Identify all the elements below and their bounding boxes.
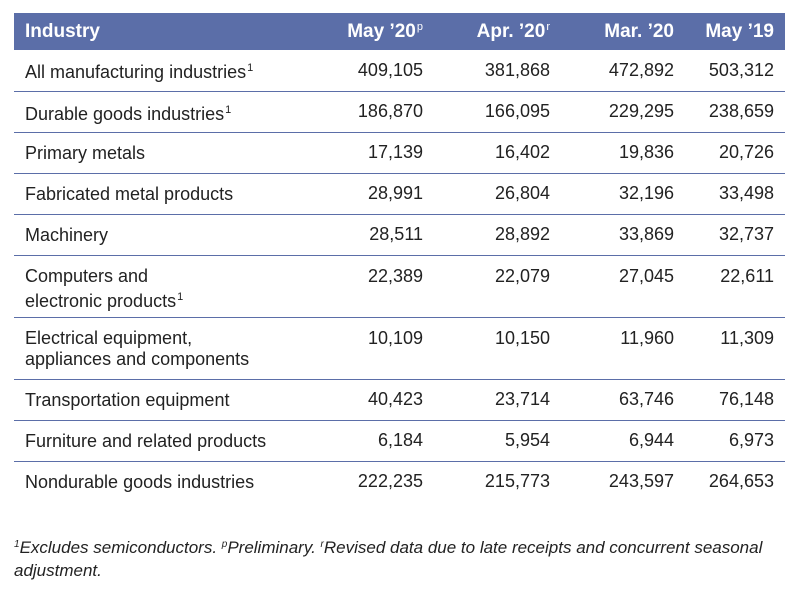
cell-mar20: 6,944 [561, 420, 685, 461]
footnote-text-p: Preliminary. [227, 538, 321, 557]
industry-label: Fabricated metal products [25, 183, 234, 204]
cell-may19: 22,611 [685, 255, 785, 317]
cell-mar20: 243,597 [608, 471, 674, 492]
cell-may19: 503,312 [685, 50, 785, 91]
industry-footnote-mark: 1 [177, 290, 184, 303]
industry-shipments-table [14, 13, 785, 502]
cell-may19: 76,148 [685, 379, 785, 420]
table-row [14, 173, 785, 214]
cell-industry [14, 50, 314, 91]
table-row [14, 420, 785, 461]
cell-may19: 6,973 [685, 420, 785, 461]
table-row [14, 214, 785, 255]
header-may20-mark: p [416, 20, 423, 33]
header-may19: May ’19 [705, 20, 774, 42]
cell-may20: 28,511 [314, 214, 434, 255]
cell-may20: 40,423 [314, 379, 434, 420]
table-footnote [14, 533, 789, 582]
cell-industry [14, 214, 314, 255]
cell-apr20: 166,095 [434, 91, 561, 132]
cell-mar20: 229,295 [561, 91, 685, 132]
industry-label: Furniture and related products [25, 430, 267, 451]
cell-mar20: 27,045 [561, 255, 685, 317]
industry-label: All manufacturing industries [25, 62, 247, 83]
footnote-mark-p: p [221, 539, 228, 550]
footnote-mark-1: 1 [14, 539, 20, 550]
cell-may19: 238,659 [685, 91, 785, 132]
table-row [14, 255, 785, 317]
header-industry: Industry [25, 20, 100, 42]
table-row [14, 132, 785, 173]
header-apr20-label: Apr. ’20 [476, 20, 546, 42]
cell-industry [14, 132, 314, 173]
cell-may19: 264,653 [708, 471, 774, 492]
data-table-container [14, 13, 785, 502]
cell-apr20: 16,402 [434, 132, 561, 173]
table-header-row [14, 13, 785, 50]
table-row [14, 461, 785, 502]
header-may20-label: May ’20 [347, 20, 416, 42]
table-body [14, 50, 785, 502]
cell-apr20: 28,892 [434, 214, 561, 255]
cell-industry [14, 461, 314, 502]
cell-may20: 186,870 [314, 91, 434, 132]
cell-may20: 409,105 [314, 50, 434, 91]
cell-industry [14, 317, 314, 379]
industry-line-1: Computers and [25, 265, 149, 286]
industry-label: Primary metals [25, 142, 146, 163]
cell-mar20: 63,746 [561, 379, 685, 420]
footnote-text-1: Excludes semiconductors. [19, 538, 222, 557]
header-apr20-mark: r [546, 20, 550, 33]
industry-footnote-mark: 1 [247, 62, 254, 75]
industry-label: Transportation equipment [25, 389, 230, 410]
header-may20 [314, 13, 434, 50]
cell-apr20: 23,714 [434, 379, 561, 420]
table-row [14, 379, 785, 420]
cell-may20: 6,184 [314, 420, 434, 461]
cell-mar20: 11,960 [561, 317, 685, 379]
cell-apr20: 22,079 [434, 255, 561, 317]
cell-mar20: 472,892 [561, 50, 685, 91]
cell-apr20: 10,150 [434, 317, 561, 379]
table-row [14, 317, 785, 379]
industry-line-2: appliances and components [25, 348, 250, 369]
cell-may20: 17,139 [314, 132, 434, 173]
cell-apr20: 215,773 [484, 471, 550, 492]
cell-may19: 20,726 [685, 132, 785, 173]
cell-mar20: 33,869 [561, 214, 685, 255]
cell-may19: 32,737 [685, 214, 785, 255]
table-row [14, 91, 785, 132]
cell-apr20: 381,868 [434, 50, 561, 91]
cell-apr20: 5,954 [434, 420, 561, 461]
cell-industry [14, 420, 314, 461]
industry-line-2: electronic products [25, 290, 177, 311]
footnote-text-r: Revised data due to late receipts and concurrent seasonal adjustment. [14, 538, 763, 580]
header-mar20: Mar. ’20 [604, 20, 674, 42]
cell-industry [14, 379, 314, 420]
cell-may20: 222,235 [357, 471, 423, 492]
industry-label: Nondurable goods industries [25, 471, 255, 492]
cell-industry [14, 173, 314, 214]
cell-mar20: 32,196 [561, 173, 685, 214]
cell-may19: 33,498 [685, 173, 785, 214]
industry-label: Machinery [25, 224, 109, 245]
industry-label: Durable goods industries [25, 103, 225, 124]
cell-industry [14, 255, 314, 317]
industry-footnote-mark: 1 [225, 103, 232, 116]
table-row [14, 50, 785, 91]
cell-may19: 11,309 [685, 317, 785, 379]
cell-may20: 10,109 [314, 317, 434, 379]
header-apr20 [434, 13, 561, 50]
industry-line-1: Electrical equipment, [25, 327, 193, 348]
cell-industry [14, 91, 314, 132]
cell-mar20: 19,836 [561, 132, 685, 173]
cell-may20: 28,991 [314, 173, 434, 214]
footnote-mark-r: r [320, 539, 324, 550]
cell-may20: 22,389 [314, 255, 434, 317]
cell-apr20: 26,804 [434, 173, 561, 214]
